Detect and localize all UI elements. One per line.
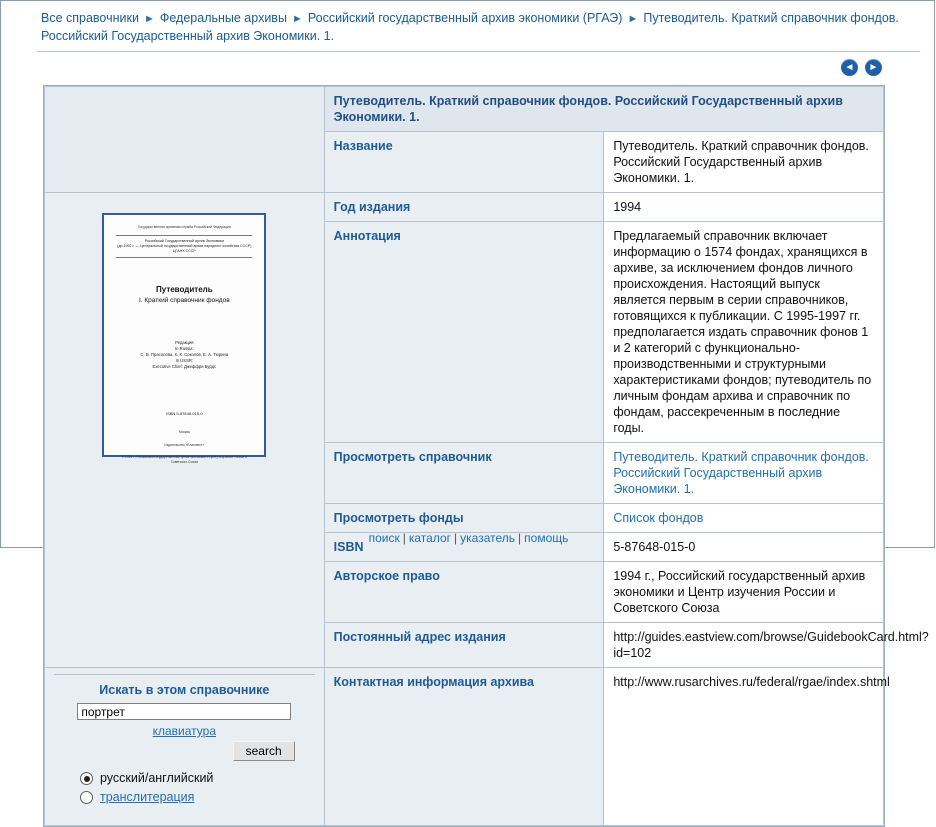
cover-top-line: Государственная архивная служба Российской Федерации bbox=[137, 225, 231, 229]
radio-icon[interactable] bbox=[80, 791, 93, 804]
search-panel bbox=[54, 674, 315, 819]
footer-links bbox=[1, 531, 936, 545]
cover-editors bbox=[104, 340, 264, 370]
search-panel-title: Искать в этом справочнике bbox=[99, 683, 270, 697]
cover-publisher: Издательство «Благовест» bbox=[164, 442, 205, 447]
footer-link-index[interactable]: указатель bbox=[460, 531, 516, 545]
search-panel-cell bbox=[45, 668, 325, 826]
cover-image-cell bbox=[45, 193, 325, 668]
row-label-contact: Контактная информация архива bbox=[324, 668, 604, 826]
breadcrumb-item-2[interactable]: Российский государственный архив экономики (РГАЭ) bbox=[307, 11, 623, 25]
cover-editors-head: Редакция bbox=[175, 340, 194, 345]
guidebook-table bbox=[44, 86, 929, 826]
row-label-copyright: Авторское право bbox=[324, 562, 604, 623]
row-value-contact: http://www.rusarchives.ru/federal/rgae/index.shtml bbox=[604, 668, 884, 826]
cover-editors-2: С. В. Прасолова, К. К. Соколов, Е. А. Тюрина bbox=[140, 352, 229, 357]
cover-image-wrap bbox=[54, 199, 315, 479]
row-label-nazvanie: Название bbox=[324, 132, 604, 193]
cover-box-line-1: Российский Государственный архив Экономики bbox=[144, 239, 224, 243]
radio-option-transliteration[interactable] bbox=[80, 788, 305, 807]
search-button[interactable]: search bbox=[233, 741, 295, 761]
breadcrumb-item-1[interactable]: Федеральные архивы bbox=[159, 11, 287, 25]
footer-divider: | bbox=[454, 531, 458, 545]
view-funds-link[interactable]: Список фондов bbox=[613, 511, 704, 525]
row-label-view-funds: Просмотреть фонды bbox=[324, 504, 604, 533]
row-value-view-funds bbox=[604, 504, 884, 533]
table-row bbox=[45, 193, 884, 222]
search-button-row bbox=[64, 739, 305, 761]
cover-editors-3: In USSR: bbox=[175, 358, 194, 363]
breadcrumb-separator-icon: ► bbox=[291, 13, 303, 25]
book-cover-image bbox=[102, 213, 266, 464]
record-navigation bbox=[841, 59, 882, 76]
radio-icon[interactable] bbox=[80, 772, 93, 785]
footer-link-help[interactable]: помощь bbox=[524, 531, 569, 545]
cover-header-spacer bbox=[45, 87, 325, 193]
search-language-options bbox=[64, 761, 305, 809]
cover-title: Путеводитель bbox=[156, 285, 213, 294]
radio-label-russian-english: русский/английский bbox=[100, 771, 214, 785]
row-label-god: Год издания bbox=[324, 193, 604, 222]
radio-label-transliteration[interactable]: транслитерация bbox=[100, 790, 195, 804]
row-label-isbn: ISBN bbox=[324, 533, 604, 562]
breadcrumb-separator-icon: ► bbox=[627, 13, 639, 25]
row-value-copyright: 1994 г., Российский государственный архив экономики и Центр изучения России и Советского Союза bbox=[604, 562, 884, 623]
breadcrumb bbox=[1, 1, 934, 49]
table-row-header bbox=[45, 87, 884, 132]
row-label-annotaciya: Аннотация bbox=[324, 222, 604, 443]
next-arrow-icon[interactable]: ► bbox=[865, 59, 882, 76]
search-input[interactable] bbox=[77, 703, 291, 720]
cover-box-line-3: ЦГАНХ СССР bbox=[172, 249, 196, 253]
page-title: Путеводитель. Краткий справочник фондов. Российский Государственный архив Экономики. 1. bbox=[324, 87, 883, 132]
footer-divider: | bbox=[402, 531, 406, 545]
row-value-nazvanie: Путеводитель. Краткий справочник фондов. Российский Государственный архив Экономики. 1. bbox=[604, 132, 884, 193]
row-value-god: 1994 bbox=[604, 193, 884, 222]
cover-editors-1: In Russia: bbox=[175, 346, 194, 351]
row-label-permalink: Постоянный адрес издания bbox=[324, 623, 604, 668]
cover-editors-4: Executive Chief: Джеффри Бурдс bbox=[152, 364, 217, 369]
row-value-view-guide bbox=[604, 443, 884, 504]
virtual-keyboard-link[interactable]: клавиатура bbox=[152, 724, 217, 738]
breadcrumb-divider bbox=[37, 51, 920, 52]
row-value-permalink: http://guides.eastview.com/browse/GuidebookCard.html?id=102 bbox=[604, 623, 884, 668]
cover-subtitle: I. Краткий справочник фондов bbox=[138, 297, 230, 304]
footer-link-catalog[interactable]: каталог bbox=[408, 531, 452, 545]
row-value-isbn: 5-87648-015-0 bbox=[604, 533, 884, 562]
breadcrumb-item-current: Путеводитель. Краткий справочник фондов. Российский Государственный архив Экономики. 1. bbox=[41, 11, 899, 43]
cover-box-line-2: (до 1992 г. — Центральный государственный архив народного хозяйства СССР) bbox=[117, 244, 252, 248]
radio-option-russian-english[interactable] bbox=[80, 769, 305, 788]
row-value-annotaciya: Предлагаемый справочник включает информацию о 1574 фондах, хранящихся в архиве, за исключением фондов личного происхождения. Настоящий выпуск является первым в серии справочников, готовящихся к публикации. С 1995-1997 гг. предполагается издать справочник фонов 1 и 2 категорий с функционально-производственными и структурными характеристиками фондов; путеводитель по личным фондам архива и справочник по фондам, рассекреченным в последние годы. bbox=[604, 222, 884, 443]
guidebook-card bbox=[43, 85, 929, 827]
table-row bbox=[45, 668, 884, 826]
row-label-view-guide: Просмотреть справочник bbox=[324, 443, 604, 504]
footer-link-search[interactable]: поиск bbox=[368, 531, 400, 545]
cover-place: Москва bbox=[178, 430, 190, 434]
cover-isbn: ISBN 5-87648-015-0 bbox=[165, 411, 203, 416]
cover-archive-box bbox=[116, 235, 252, 258]
cover-copyright: © 1994 г., Российский государственный архив экономики и Центр изучения России и Советского Союза bbox=[121, 455, 247, 464]
view-guide-link[interactable]: Путеводитель. Краткий справочник фондов. Российский Государственный архив Экономики. 1. bbox=[613, 450, 869, 496]
breadcrumb-item-0[interactable]: Все справочники bbox=[41, 11, 139, 25]
previous-arrow-icon[interactable]: ◄ bbox=[841, 59, 858, 76]
breadcrumb-separator-icon: ► bbox=[143, 13, 155, 25]
footer-divider: | bbox=[518, 531, 522, 545]
